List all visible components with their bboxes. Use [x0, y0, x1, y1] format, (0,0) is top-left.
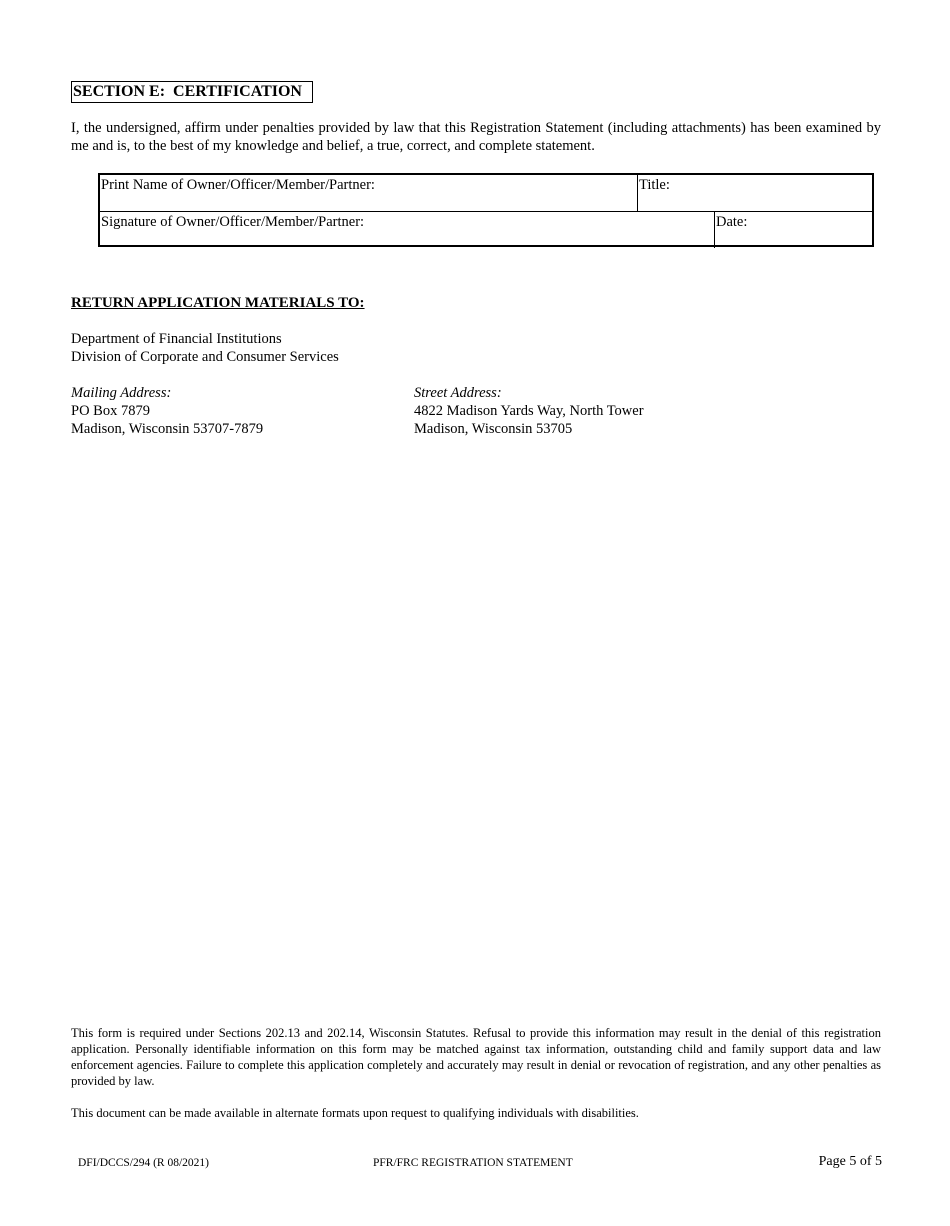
title-field[interactable]: [638, 175, 872, 211]
certification-row-signature: [100, 212, 872, 248]
street-address: [414, 384, 644, 438]
date-field[interactable]: [715, 212, 872, 248]
footer-form-id: DFI/DCCS/294 (R 08/2021): [78, 1157, 209, 1169]
mailing-address-line1: PO Box 7879: [71, 403, 150, 419]
footer-form-name: PFR/FRC REGISTRATION STATEMENT: [373, 1157, 573, 1169]
footer-page-number: Page 5 of 5: [818, 1154, 882, 1169]
street-address-label: Street Address:: [414, 385, 502, 401]
return-heading: RETURN APPLICATION MATERIALS TO:: [71, 295, 365, 311]
statutory-notice: This form is required under Sections 202.13 and 202.14, Wisconsin Statutes. Refusal to provide this information may result in the denial of this registration application. Personally identifiable information on this form may be matched against tax information, outstanding child and family support data and law enforcement agencies. Failure to complete this application completely and accurately may result in denial or revocation of registration, and any other penalties as provided by law.: [71, 1026, 881, 1088]
division-name: Division of Corporate and Consumer Services: [71, 349, 339, 365]
signature-field[interactable]: [100, 212, 715, 248]
street-address-line1: 4822 Madison Yards Way, North Tower: [414, 403, 644, 419]
street-address-line2: Madison, Wisconsin 53705: [414, 421, 573, 437]
mailing-address: [71, 384, 263, 438]
print-name-field[interactable]: [100, 175, 638, 211]
print-name-label: Print Name of Owner/Officer/Member/Partner:: [101, 177, 375, 193]
department-name: Department of Financial Institutions: [71, 331, 282, 347]
title-label: Title:: [639, 177, 670, 193]
certification-row-name: [100, 175, 872, 212]
signature-label: Signature of Owner/Officer/Member/Partner:: [101, 214, 365, 230]
section-title: SECTION E: CERTIFICATION: [71, 81, 313, 103]
mailing-address-label: Mailing Address:: [71, 385, 172, 401]
department-block: [71, 330, 339, 366]
alternate-formats-notice: This document can be made available in alternate formats upon request to qualifying individuals with disabilities.: [71, 1106, 639, 1120]
mailing-address-line2: Madison, Wisconsin 53707-7879: [71, 421, 264, 437]
certification-table: [98, 173, 874, 247]
date-label: Date:: [716, 214, 748, 230]
affirmation-statement: I, the undersigned, affirm under penalties provided by law that this Registration Statement (including attachments) has been examined by me and is, to the best of my knowledge and belief, a true, correct, and complete statement.: [71, 120, 881, 154]
